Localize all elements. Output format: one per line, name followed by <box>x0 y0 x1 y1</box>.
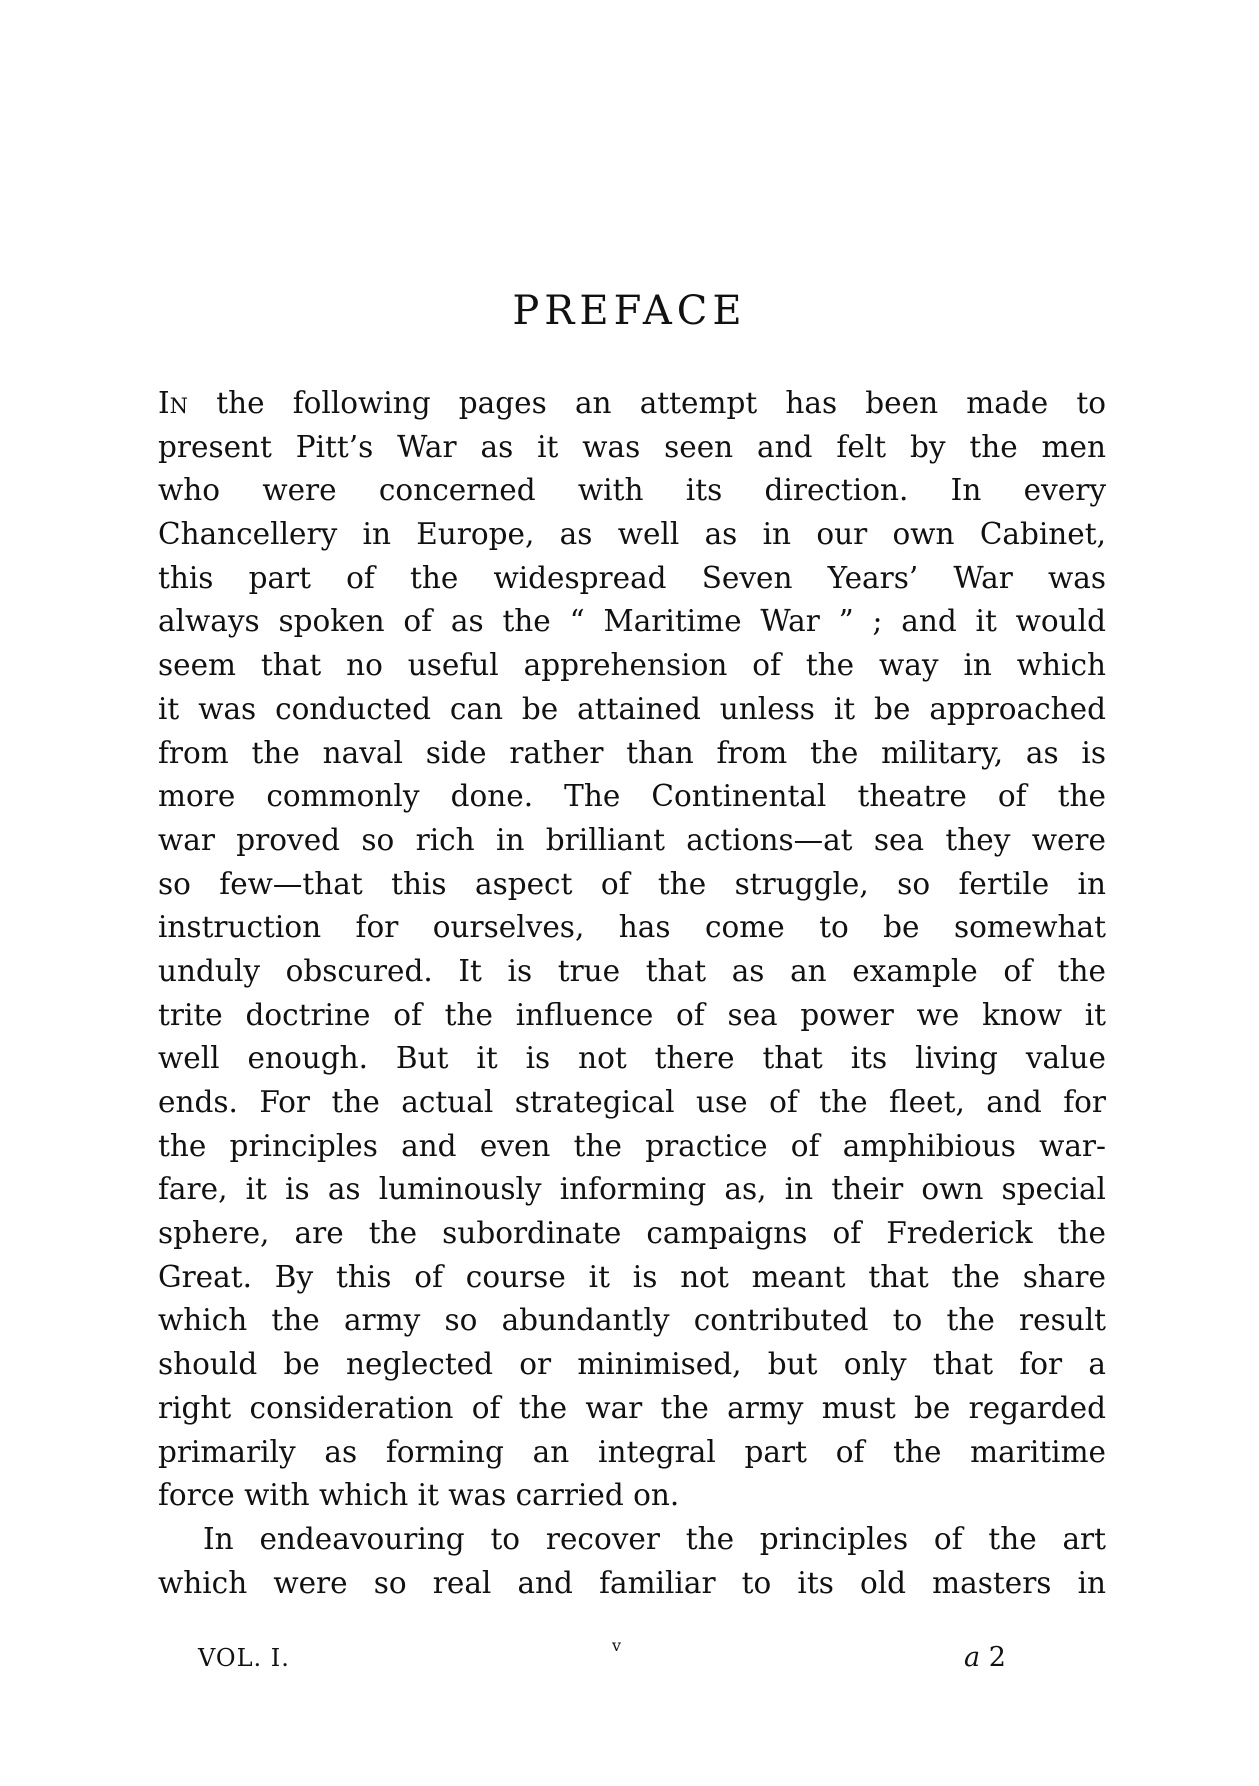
text-line: Chancellery in Europe, as well as in our own Cabinet, <box>158 517 1106 552</box>
text-line: present Pitt’s War as it was seen and felt by the men <box>158 429 1106 464</box>
drop-word: In <box>158 386 189 420</box>
text-line: ends. For the actual strategical use of the fleet, and for <box>158 1085 1106 1119</box>
text-line: from the naval side rather than from the military, as is <box>158 735 1106 770</box>
text-line: force with which it was carried on. <box>158 1478 680 1513</box>
text-line: more commonly done. The Continental theatre of the <box>158 779 1106 814</box>
text-line: unduly obscured. It is true that as an example of the <box>158 953 1106 988</box>
text-line: it was conducted can be attained unless it be approached <box>158 691 1106 726</box>
text-line: should be neglected or minimised, but only that for a <box>158 1347 1106 1382</box>
page-title: PREFACE <box>512 288 747 334</box>
volume-label: VOL. I. <box>198 1644 290 1672</box>
text-line: always spoken of as the “ Maritime War ” ; and it would <box>158 604 1106 639</box>
text-line: this part of the widespread Seven Years’ War was <box>158 560 1106 595</box>
text-line: war proved so rich in brilliant actions—at sea they were <box>158 822 1106 857</box>
text-line: fare, it is as luminously informing as, in their own special <box>158 1172 1106 1207</box>
text-line: trite doctrine of the influence of sea power we know it <box>158 997 1106 1032</box>
text-line: In the following pages an attempt has been made to <box>158 386 1106 420</box>
text-line: seem that no useful apprehension of the way in which <box>158 648 1106 683</box>
page-mark: v <box>612 1636 622 1655</box>
text-line: well enough. But it is not there that its living value <box>158 1041 1106 1076</box>
text-line: primarily as forming an integral part of the maritime <box>158 1434 1106 1469</box>
text-line: who were concerned with its direction. In every <box>158 473 1106 508</box>
signature-letter: a <box>964 1642 981 1673</box>
signature-number: 2 <box>988 1642 1006 1673</box>
text-line: right consideration of the war the army must be regarded <box>158 1390 1106 1425</box>
text-line: sphere, are the subordinate campaigns of Frederick the <box>158 1216 1106 1251</box>
text-line: the principles and even the practice of amphibious war- <box>158 1128 1106 1163</box>
text-line: which the army so abundantly contributed to the result <box>158 1303 1106 1338</box>
text-line: so few—that this aspect of the struggle, so fertile in <box>158 866 1106 901</box>
signature-mark <box>964 1640 1006 1676</box>
text-line: Great. By this of course it is not meant that the share <box>158 1259 1106 1294</box>
text-line: which were so real and familiar to its old masters in <box>158 1565 1106 1600</box>
text-line: In endeavouring to recover the principles of the art <box>203 1521 1106 1556</box>
text-line: instruction for ourselves, has come to be somewhat <box>158 910 1106 945</box>
preface-body <box>158 382 1106 1605</box>
